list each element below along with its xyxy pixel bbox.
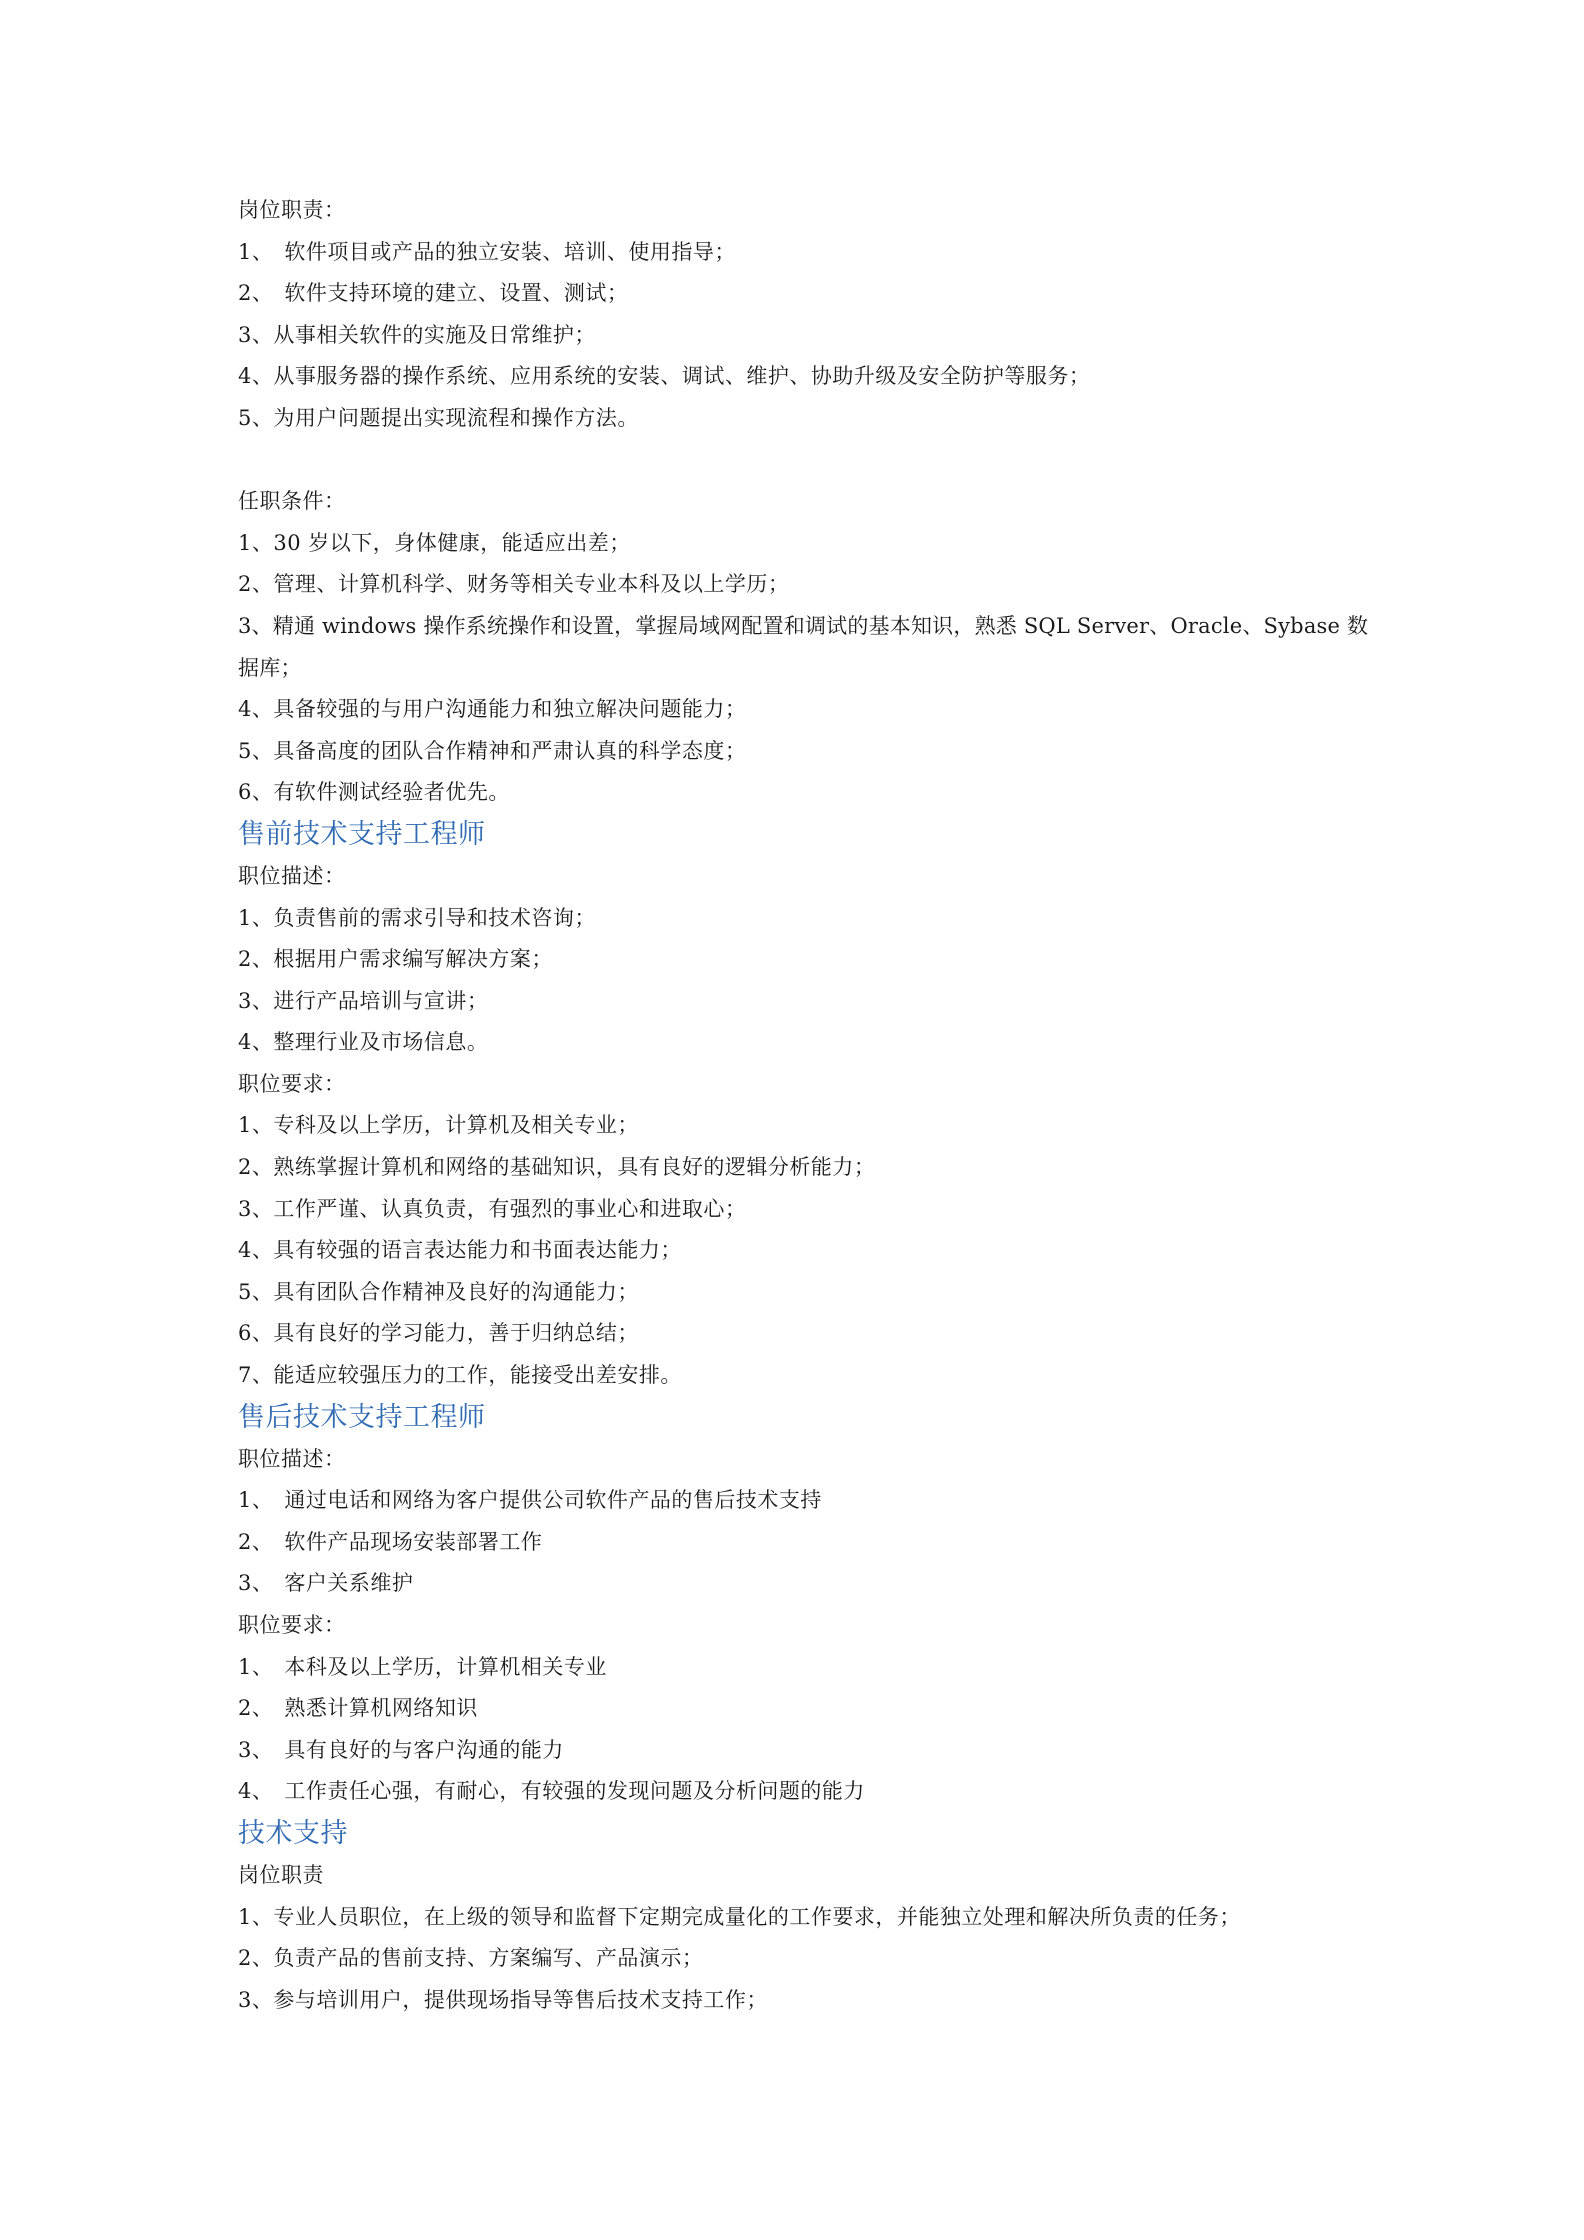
description-item: 2、 软件产品现场安装部署工作 <box>238 1529 543 1554</box>
requirement-item: 1、 本科及以上学历，计算机相关专业 <box>238 1654 607 1679</box>
requirement-item: 2、熟练掌握计算机和网络的基础知识，具有良好的逻辑分析能力； <box>238 1155 876 1180</box>
duty-item: 2、负责产品的售前支持、方案编写、产品演示； <box>238 1946 704 1971</box>
duty-item: 3、从事相关软件的实施及日常维护； <box>238 322 596 347</box>
description-item: 3、 客户关系维护 <box>238 1571 414 1596</box>
description-item: 2、根据用户需求编写解决方案； <box>238 947 553 972</box>
description-title: 职位描述： <box>238 863 346 888</box>
requirement-item: 4、具有较强的语言表达能力和书面表达能力； <box>238 1238 682 1263</box>
requirement-item: 3、精通 windows 操作系统操作和设置，掌握局域网配置和调试的基本知识，熟悉 SQL Server、Oracle、Sybase 数据库； <box>238 613 1369 680</box>
description-item: 4、整理行业及市场信息。 <box>238 1030 489 1055</box>
requirements-title: 职位要求： <box>238 1613 346 1637</box>
section-heading-aftersales: 售后技术支持工程师 <box>238 1401 486 1433</box>
requirement-item: 1、专科及以上学历，计算机及相关专业； <box>238 1113 639 1138</box>
description-title: 职位描述： <box>238 1446 346 1471</box>
duty-item: 1、 软件项目或产品的独立安装、培训、使用指导； <box>238 239 736 264</box>
description-item: 3、进行产品培训与宣讲； <box>238 988 489 1013</box>
description-item: 1、 通过电话和网络为客户提供公司软件产品的售后技术支持 <box>238 1488 822 1513</box>
duty-item: 3、参与培训用户，提供现场指导等售后技术支持工作； <box>238 1987 768 2012</box>
requirement-item: 5、具备高度的团队合作精神和严肃认真的科学态度； <box>238 738 747 763</box>
requirement-item: 4、具备较强的与用户沟通能力和独立解决问题能力； <box>238 697 747 722</box>
requirements-title: 任职条件： <box>238 489 346 514</box>
duty-item: 5、为用户问题提出实现流程和操作方法。 <box>238 405 639 430</box>
duty-title: 岗位职责 <box>238 1862 324 1887</box>
description-item: 1、负责售前的需求引导和技术咨询； <box>238 905 596 930</box>
duty-item: 2、 软件支持环境的建立、设置、测试； <box>238 281 629 306</box>
duty-item: 4、从事服务器的操作系统、应用系统的安装、调试、维护、协助升级及安全防护等服务； <box>238 364 1091 389</box>
requirement-item: 1、30 岁以下，身体健康，能适应出差； <box>238 530 631 555</box>
requirement-item: 6、具有良好的学习能力，善于归纳总结； <box>238 1321 639 1346</box>
requirements-title: 职位要求： <box>238 1071 346 1096</box>
duty-item: 1、专业人员职位，在上级的领导和监督下定期完成量化的工作要求，并能独立处理和解决所负责的任务； <box>238 1904 1241 1929</box>
document-page <box>238 190 1388 2021</box>
blank-line <box>238 440 1388 482</box>
requirement-item: 2、管理、计算机科学、财务等相关专业本科及以上学历； <box>238 572 790 597</box>
requirement-item: 3、工作严谨、认真负责，有强烈的事业心和进取心； <box>238 1196 747 1221</box>
requirement-item: 2、 熟悉计算机网络知识 <box>238 1696 478 1721</box>
requirement-item: 7、能适应较强压力的工作，能接受出差安排。 <box>238 1363 682 1388</box>
requirement-item: 3、 具有良好的与客户沟通的能力 <box>238 1737 564 1762</box>
requirement-item: 6、有软件测试经验者优先。 <box>238 780 510 805</box>
section-heading-tech-support: 技术支持 <box>238 1817 348 1849</box>
section-heading-presales: 售前技术支持工程师 <box>238 818 486 850</box>
requirement-item: 5、具有团队合作精神及良好的沟通能力； <box>238 1279 639 1304</box>
requirement-item: 4、 工作责任心强，有耐心，有较强的发现问题及分析问题的能力 <box>238 1779 865 1804</box>
duty-title: 岗位职责： <box>238 198 346 222</box>
